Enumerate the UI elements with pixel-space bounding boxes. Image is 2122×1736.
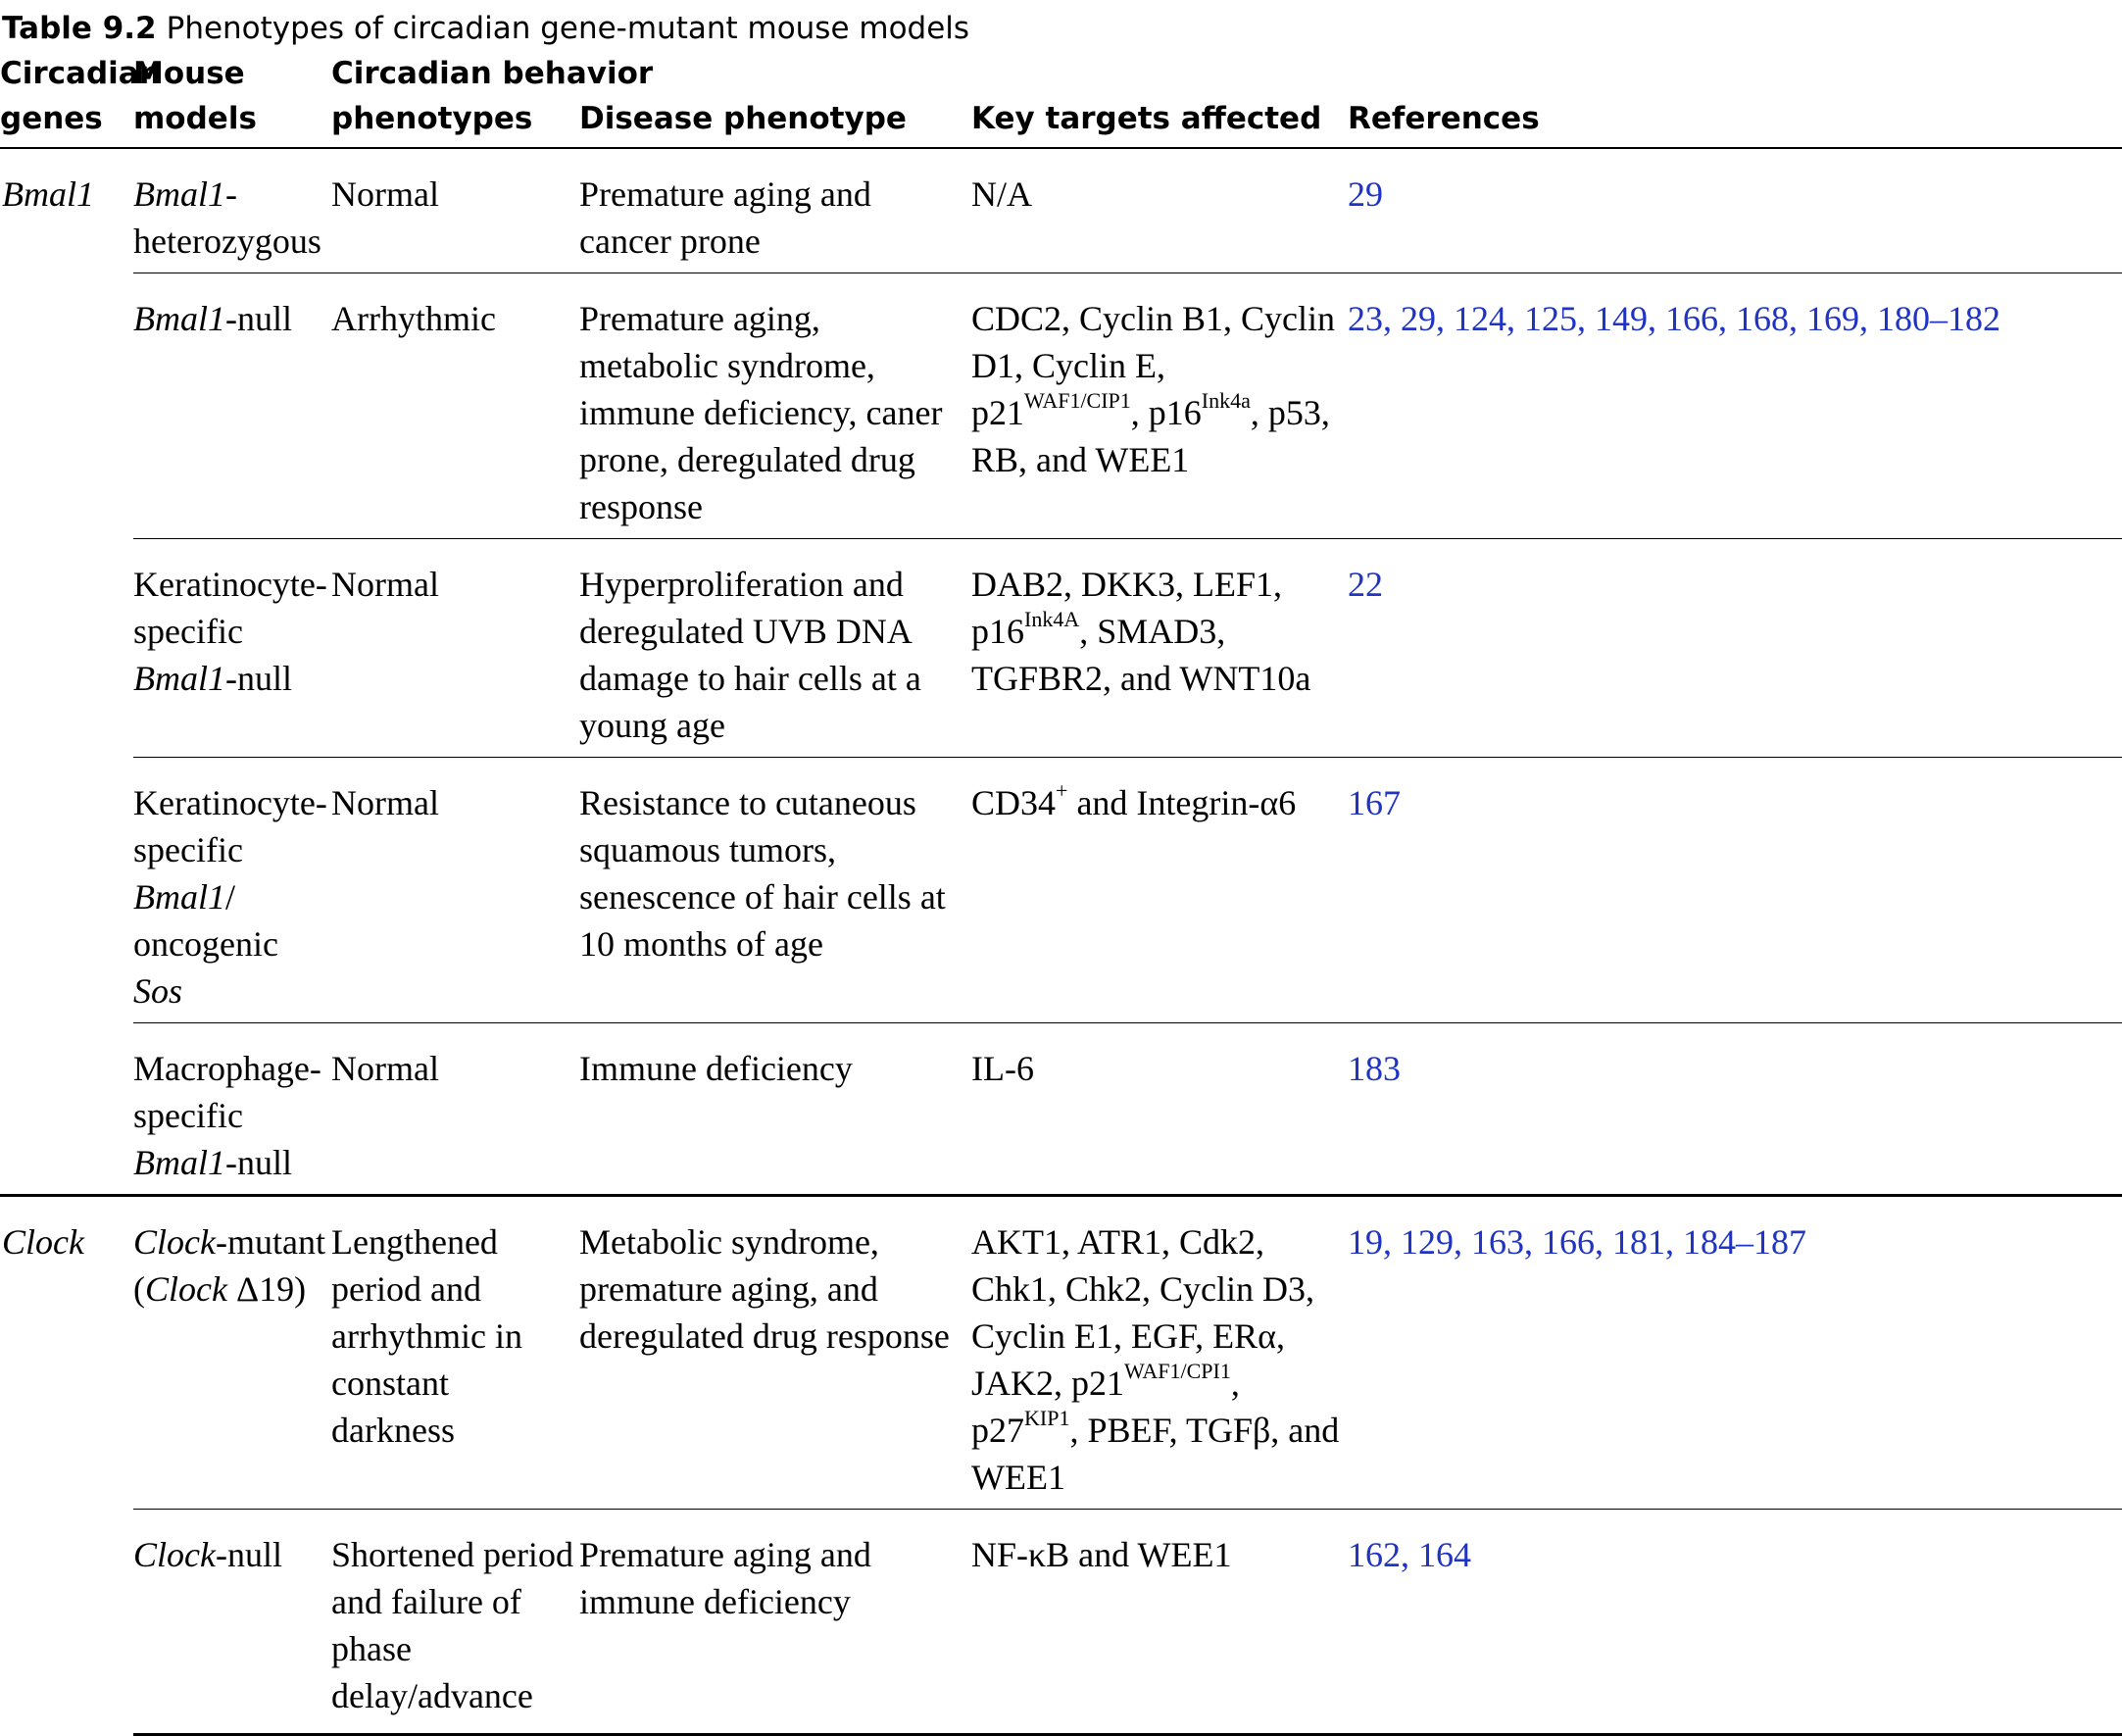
- table-row: [0, 148, 2122, 273]
- model-cell: Clock-null: [133, 1510, 331, 1735]
- header-references: References: [1348, 51, 2122, 148]
- header-row: [0, 51, 2122, 148]
- targets-cell: DAB2, DKK3, LEF1, $p16^{Ink4A}$, SMAD3, TGFBR2, and WNT10a: [971, 539, 1348, 758]
- table-row: [0, 539, 2122, 758]
- header-disease-phenotype: Disease phenotype: [579, 51, 971, 148]
- phenotype-table: [0, 51, 2122, 1736]
- targets-cell: IL-6: [971, 1023, 1348, 1196]
- references-cell: 23, 29, 124, 125, 149, 166, 168, 169, 180–182: [1348, 273, 2122, 539]
- table-row: [0, 1196, 2122, 1510]
- targets-cell: AKT1, ATR1, Cdk2, Chk1, Chk2, Cyclin D3, Cyclin E1, EGF, ERα, JAK2, $p21^{WAF1/CPI1}$, $p27^{KIP1}$, PBEF, TGFβ, and WEE1: [971, 1196, 1348, 1510]
- disease-cell: Premature aging and cancer prone: [579, 174, 871, 261]
- targets-cell: N/A: [971, 174, 1032, 214]
- behavior-cell: Shortened period and failure of phase delay/advance: [331, 1510, 579, 1735]
- references-cell: 183: [1348, 1023, 2122, 1196]
- table-row: [0, 758, 2122, 1023]
- disease-cell: Metabolic syndrome, premature aging, and deregulated drug response: [579, 1196, 971, 1510]
- targets-cell: CD34+ and Integrin-α6: [971, 758, 1348, 1023]
- targets-cell: CDC2, Cyclin B1, Cyclin D1, Cyclin E, $p21^{WAF1/CIP1}$, $p16^{Ink4a}$, p53, RB, and WEE1: [971, 273, 1348, 539]
- behavior-cell: Arrhythmic: [331, 273, 579, 539]
- header-circadian-genes: Circadian genes: [0, 51, 133, 148]
- header-key-targets: Key targets affected: [971, 51, 1348, 148]
- disease-cell: Premature aging and immune deficiency: [579, 1510, 971, 1735]
- references-cell: 22: [1348, 539, 2122, 758]
- references-cell: 162, 164: [1348, 1510, 2122, 1735]
- disease-cell: Immune deficiency: [579, 1023, 971, 1196]
- references-cell: 29: [1348, 174, 1383, 214]
- model-cell: Macrophage-specific Bmal1-null: [133, 1023, 331, 1196]
- behavior-cell: Normal: [331, 758, 579, 1023]
- model-cell: Bmal1-heterozygous: [133, 174, 321, 261]
- references-cell: 19, 129, 163, 166, 181, 184–187: [1348, 1196, 2122, 1510]
- model-cell: Keratinocyte-specific Bmal1-null: [133, 539, 331, 758]
- table-title: Phenotypes of circadian gene-mutant mouse models: [166, 11, 970, 46]
- table-caption: [2, 6, 969, 51]
- table-body: [0, 148, 2122, 1735]
- header-behavior-phenotypes: Circadian behavior phenotypes: [331, 51, 579, 148]
- table-row: [0, 273, 2122, 539]
- table-row: [0, 1510, 2122, 1735]
- model-cell: Clock-mutant (Clock Δ19): [133, 1196, 331, 1510]
- gene-cell: Clock: [0, 1196, 133, 1735]
- disease-cell: Resistance to cutaneous squamous tumors, senescence of hair cells at 10 months of age: [579, 758, 971, 1023]
- behavior-cell: Lengthened period and arrhythmic in constant darkness: [331, 1196, 579, 1510]
- behavior-cell: Normal: [331, 539, 579, 758]
- targets-cell: NF-κB and WEE1: [971, 1510, 1348, 1735]
- references-cell: 167: [1348, 758, 2122, 1023]
- model-cell: Bmal1-null: [133, 273, 331, 539]
- header-mouse-models: Mouse models: [133, 51, 331, 148]
- disease-cell: Premature aging, metabolic syndrome, immune deficiency, caner prone, deregulated drug response: [579, 273, 971, 539]
- model-cell: Keratinocyte-specific Bmal1/ oncogenic Sos: [133, 758, 331, 1023]
- disease-cell: Hyperproliferation and deregulated UVB DNA damage to hair cells at a young age: [579, 539, 971, 758]
- table-row: [0, 1023, 2122, 1196]
- gene-cell: Bmal1: [2, 174, 94, 214]
- behavior-cell: Normal: [331, 174, 439, 214]
- table-label: Table 9.2: [2, 11, 157, 46]
- behavior-cell: Normal: [331, 1023, 579, 1196]
